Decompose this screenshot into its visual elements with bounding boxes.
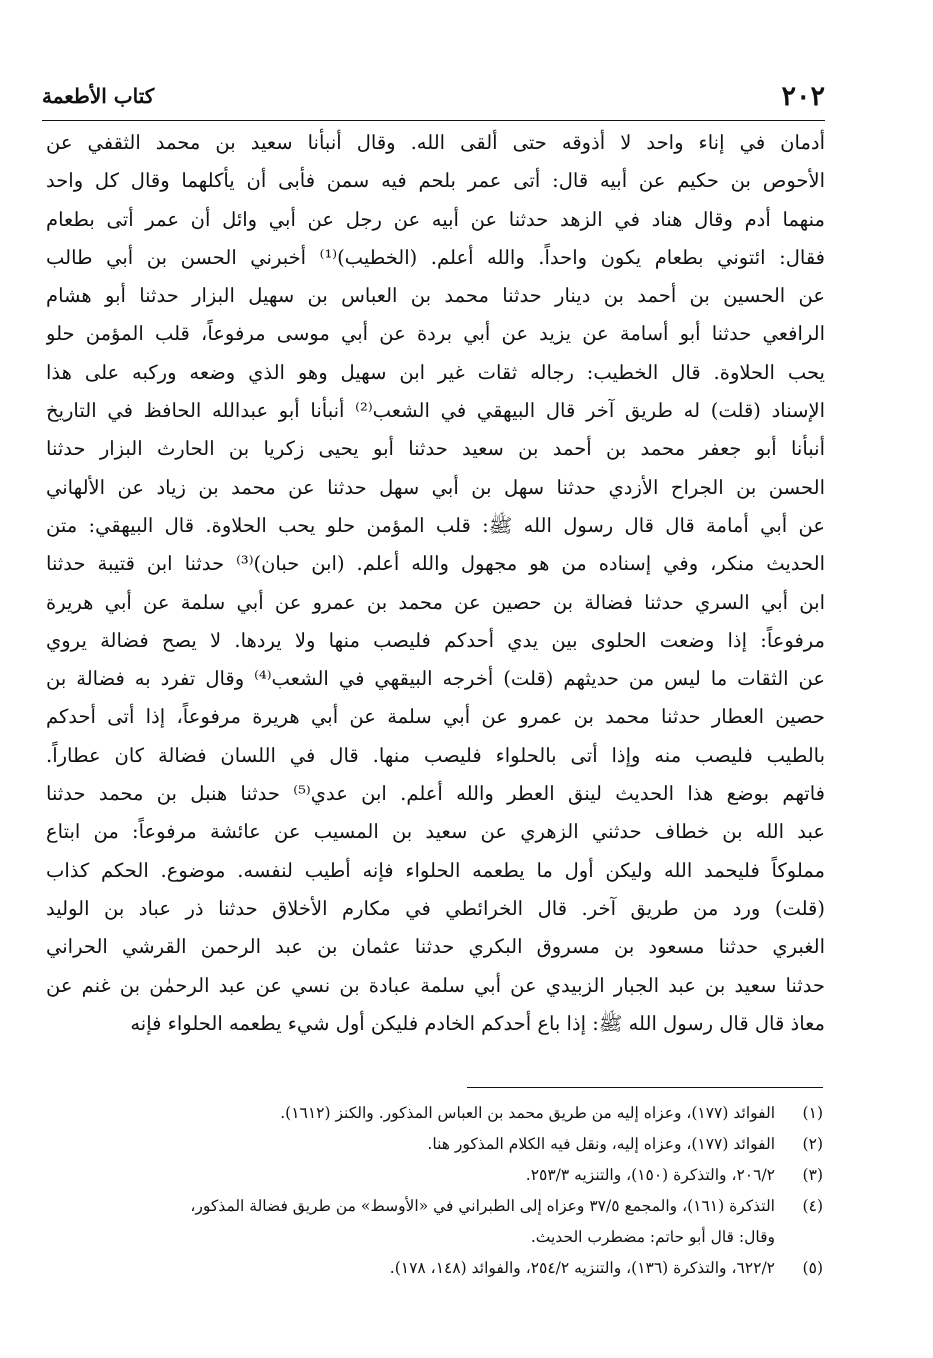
footnote-number: (٥) bbox=[802, 1259, 823, 1277]
header-divider bbox=[42, 120, 825, 121]
footnote-number: (١) bbox=[802, 1104, 823, 1122]
footnote bbox=[46, 1253, 823, 1284]
footnote bbox=[46, 1160, 823, 1191]
footnote-divider bbox=[467, 1087, 823, 1088]
page-number: ٢٠٢ bbox=[781, 80, 825, 112]
footnote-line: الفوائد (١٧٧)، وعزاه إليه من طريق محمد بن العباس المذكور. والكنز (١٦١٢). bbox=[280, 1104, 775, 1122]
footnote-number: (٤) bbox=[802, 1197, 823, 1215]
text-line: الغبري حدثنا مسعود بن مسروق البكري حدثنا عثمان بن عبد الرحمن القرشي الحراني bbox=[46, 935, 825, 959]
text-line: الأحوص بن حكيم عن أبيه قال: أتى عمر بلحم فيه سمن فأبى أن يأكلهما وقال كل واحد bbox=[46, 169, 825, 193]
text-line: معاذ قال قال رسول الله ﷺ: إذا باع أحدكم الخادم فليكن أول شيء يطعمه الحلواء فإنه bbox=[130, 1011, 825, 1035]
text-line: عن أبي أمامة قال قال رسول الله ﷺ: قلب المؤمن حلو يحب الحلاوة. قال البيهقي: متن bbox=[46, 513, 825, 537]
text-line: الإسناد (قلت) له طريق آخر قال البيهقي في الشعب⁽²⁾ أنبأنا أبو عبدالله الحافظ في التاريخ bbox=[46, 399, 825, 423]
footnote-text bbox=[46, 1098, 775, 1129]
footnote-number: (٢) bbox=[802, 1135, 823, 1153]
text-line: (قلت) ورد من طريق آخر. قال الخرائطي في مكارم الأخلاق حدثنا ذر عباد بن الوليد bbox=[46, 896, 825, 920]
text-line: فقال: ائتوني بطعام يكون واحداً. والله أعلم. (الخطيب)⁽¹⁾ أخبرني الحسن بن أبي طالب bbox=[46, 245, 825, 269]
text-line: أنبأنا أبو جعفر محمد بن أحمد بن سعيد حدثنا أبو يحيى زكريا بن الحارث البزار حدثنا bbox=[46, 437, 825, 461]
footnote-line: ٢٠٦/٢، والتذكرة (١٥٠)، والتنزيه ٢٥٣/٣. bbox=[525, 1166, 775, 1184]
text-line: عن الحسين بن أحمد بن دينار حدثنا محمد بن العباس بن سهيل البزار حدثنا أبو هشام bbox=[46, 284, 825, 308]
footnote-line: التذكرة (١٦١)، والمجمع ٣٧/٥ وعزاه إلى الطبراني في «الأوسط» من طريق فضالة المذكور، bbox=[190, 1197, 775, 1215]
footnotes bbox=[46, 1098, 823, 1284]
text-line: منهما أدم وقال هناد في الزهد حدثنا عن أبيه عن رجل عن أبي وائل أن عمر أتى بطعام bbox=[46, 207, 825, 231]
text-line: الرافعي حدثنا أبو أسامة عن يزيد عن أبي بردة عن أبي موسى مرفوعاً، قلب المؤمن حلو bbox=[46, 322, 825, 346]
footnote-text bbox=[46, 1253, 775, 1284]
text-line: الحسن بن الجراح الأزدي حدثنا سهل بن أبي سهل حدثنا عن محمد بن زياد عن الألهاني bbox=[46, 475, 825, 499]
footnote bbox=[46, 1098, 823, 1129]
text-line: عبد الله بن خطاف حدثني الزهري عن سعيد بن المسيب عن عائشة مرفوعاً: من ابتاع bbox=[46, 820, 825, 844]
footnote-line: وقال: قال أبو حاتم: مضطرب الحديث. bbox=[530, 1228, 775, 1246]
footnote-text bbox=[46, 1160, 775, 1191]
text-line: يحب الحلاوة. قال الخطيب: رجاله ثقات غير ابن سهيل وهو الذي وضعه وركبه على هذا bbox=[46, 360, 825, 384]
text-line: مرفوعاً: إذا وضعت الحلوى بين يدي أحدكم فليصب منها ولا يردها. لا يصح فضالة يروي bbox=[46, 628, 825, 652]
text-line: الحديث منكر، وفي إسناده من هو مجهول والله أعلم. (ابن حبان)⁽³⁾ حدثنا ابن قتيبة حدثنا bbox=[46, 552, 825, 576]
footnote-text bbox=[46, 1129, 775, 1160]
page-header bbox=[42, 76, 825, 116]
main-text bbox=[46, 124, 825, 1043]
text-line: فاتهم بوضع هذا الحديث لينق العطر والله أعلم. ابن عدي⁽⁵⁾ حدثنا هنبل بن محمد حدثنا bbox=[46, 782, 825, 806]
running-title: كتاب الأطعمة bbox=[42, 84, 155, 108]
footnote-line: الفوائد (١٧٧)، وعزاه إليه، ونقل فيه الكلام المذكور هنا. bbox=[427, 1135, 775, 1153]
text-line: عن الثقات ما ليس من حديثهم (قلت) أخرجه البيقهي في الشعب⁽⁴⁾ وقال تفرد به فضالة بن bbox=[46, 667, 825, 691]
footnote-number: (٣) bbox=[802, 1166, 823, 1184]
text-line: ابن أبي السري حدثنا فضالة بن حصين عن محمد بن عمرو عن أبي سلمة عن أبي هريرة bbox=[46, 590, 825, 614]
footnote-text bbox=[46, 1191, 775, 1253]
footnote bbox=[46, 1191, 823, 1253]
text-line: أدمان في إناء واحد لا أذوقه حتى ألقى الله. وقال أنبأنا سعيد بن محمد الثقفي عن bbox=[46, 131, 825, 154]
footnote bbox=[46, 1129, 823, 1160]
text-line: حصين العطار حدثنا محمد بن عمرو عن أبي سلمة عن أبي هريرة مرفوعاً، إذا أتى أحدكم bbox=[46, 705, 825, 729]
text-line: حدثنا سعيد بن عبد الجبار الزبيدي عن أبي سلمة عبادة بن نسي عن عبد الرحمٰن بن غنم عن bbox=[46, 973, 825, 997]
text-line: مملوكاً فليحمد الله وليكن أول ما يطعمه الحلواء فإنه أطيب لنفسه. موضوع. الحكم كذاب bbox=[46, 858, 825, 882]
footnote-line: ٦٢٢/٢، والتذكرة (١٣٦)، والتنزيه ٢٥٤/٢، والفوائد (١٤٨، ١٧٨). bbox=[389, 1259, 775, 1277]
text-line: بالطيب فليصب منه وإذا أتى بالحلواء فليصب منها. قال في اللسان فضالة كان عطاراً. bbox=[46, 743, 825, 767]
